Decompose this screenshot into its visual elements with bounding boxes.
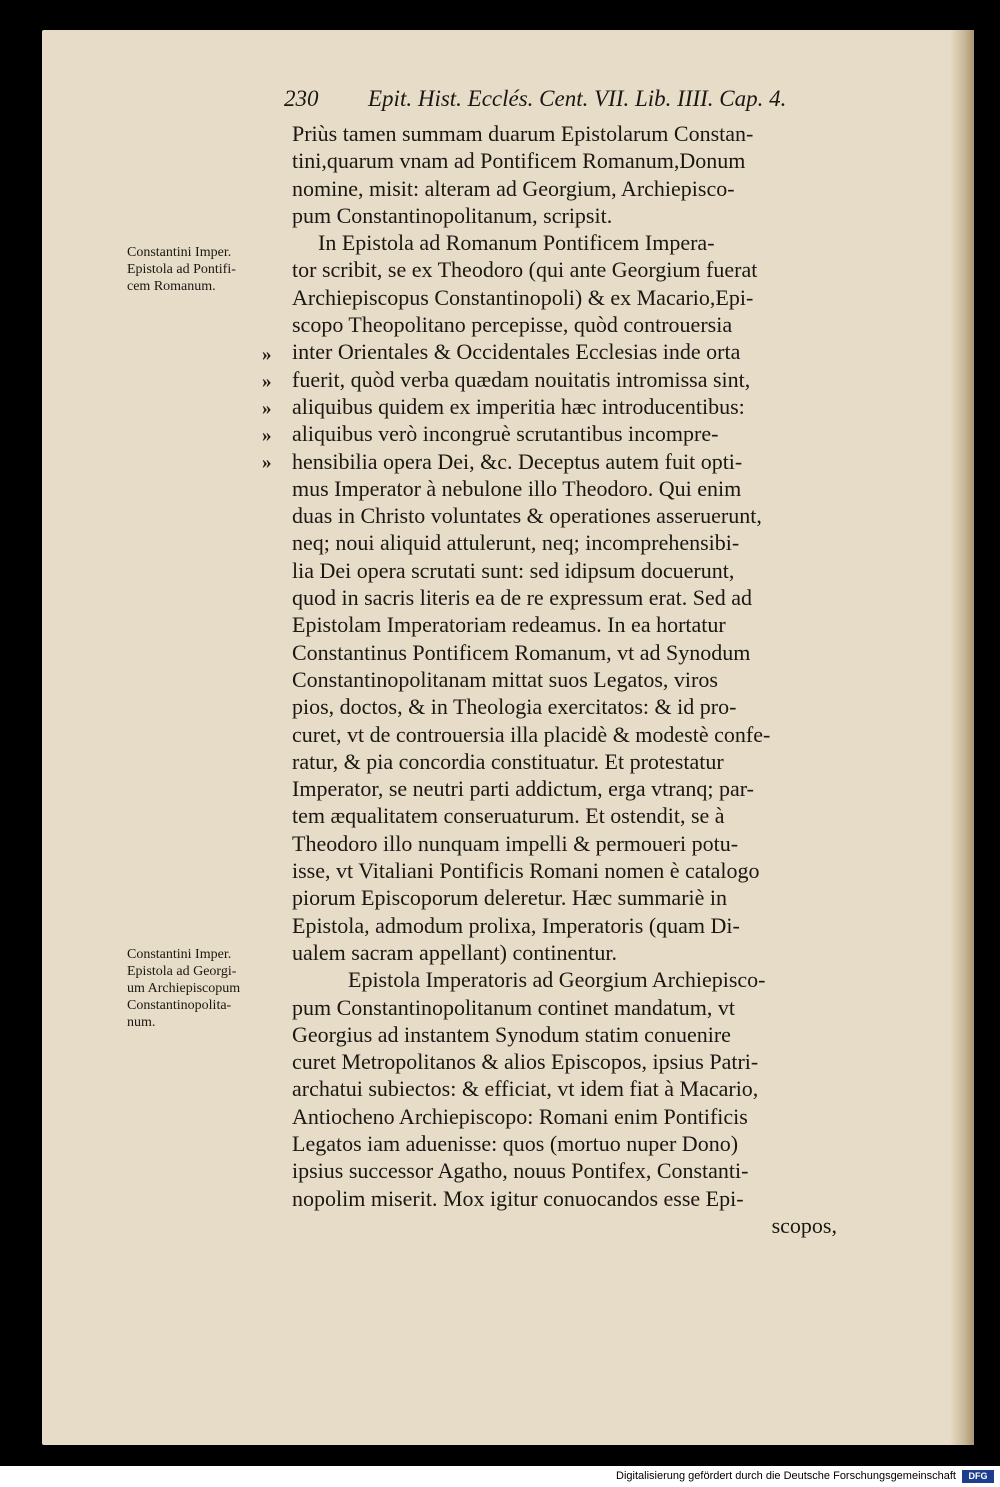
margin-note-line: Constantini Imper. [127, 245, 232, 260]
text-line: lia Dei opera scrutati sunt: sed idipsum docuerunt, [292, 557, 735, 583]
margin-note-line: num. [127, 1015, 156, 1030]
text-line: aliquibus verò incongruè scrutantibus incompre- [292, 421, 719, 447]
quotation-mark: » [262, 371, 272, 392]
running-header [284, 86, 824, 116]
quotation-mark: » [262, 398, 272, 419]
text-line: Georgius ad instantem Synodum statim conuenire [292, 1021, 731, 1047]
text-line: isse, vt Vitaliani Pontificis Romani nomen è catalogo [292, 858, 760, 884]
main-text [292, 120, 837, 1239]
text-line: neq; noui aliquid attulerunt, neq; incomprehensibi- [292, 530, 740, 556]
page-spine-shadow [950, 30, 974, 1445]
funding-credit: Digitalisierung gefördert durch die Deutsche Forschungsgemeinschaft [616, 1470, 956, 1482]
margin-note-line: Constantini Imper. [127, 947, 232, 962]
text-line: tor scribit, se ex Theodoro (qui ante Georgium fuerat [292, 257, 758, 283]
footer-bar [0, 1468, 1000, 1487]
margin-note-line: Epistola ad Pontifi- [127, 262, 236, 277]
text-line: fuerit, quòd verba quædam nouitatis intromissa sint, [292, 366, 751, 392]
text-line: pum Constantinopolitanum, scripsit. [292, 202, 613, 228]
text-line: tem æqualitatem conseruaturum. Et ostendit, se à [292, 803, 725, 829]
text-line: Priùs tamen summam duarum Epistolarum Constan- [292, 121, 754, 146]
text-line: nopolim miserit. Mox igitur conuocandos esse Epi- [292, 1185, 744, 1211]
text-line: Epistolam Imperatoriam redeamus. In ea hortatur [292, 612, 726, 638]
margin-note-line: Epistola ad Georgi- [127, 964, 237, 979]
text-line: quod in sacris literis ea de re expressum erat. Sed ad [292, 585, 753, 611]
text-line: curet Metropolitanos & alios Episcopos, ipsius Patri- [292, 1049, 759, 1075]
text-line: ratur, & pia concordia constituatur. Et protestatur [292, 748, 724, 774]
text-line: Epistola, admodum prolixa, Imperatoris (quam Di- [292, 912, 740, 938]
quotation-mark: » [262, 452, 272, 473]
running-title: Epit. Hist. Ecclés. Cent. VII. Lib. IIII. Cap. 4. [368, 86, 787, 111]
text-line: aliquibus quidem ex imperitia hæc introducentibus: [292, 393, 745, 419]
margin-note-line: cem Romanum. [127, 279, 216, 294]
text-line: archatui subiectos: & efficiat, vt idem fiat à Macario, [292, 1076, 759, 1102]
text-line: curet, vt de controuersia illa placidè & modestè confe- [292, 721, 771, 747]
margin-note-2 [127, 946, 287, 1031]
text-line: tini,quarum vnam ad Pontificem Romanum,Donum [292, 148, 746, 174]
text-line: scopo Theopolitano percepisse, quòd controuersia [292, 312, 733, 338]
text-line: hensibilia opera Dei, &c. Deceptus autem fuit opti- [292, 448, 743, 474]
text-line: Legatos iam aduenisse: quos (mortuo nuper Dono) [292, 1130, 739, 1156]
text-line: In Epistola ad Romanum Pontificem Impera- [318, 230, 715, 256]
text-line: pum Constantinopolitanum continet mandatum, vt [292, 994, 736, 1020]
text-line: ipsius successor Agatho, nouus Pontifex, Constanti- [292, 1158, 749, 1184]
margin-note-line: um Archiepiscopum [127, 981, 241, 996]
text-line: duas in Christo voluntates & operationes asseruerunt, [292, 503, 762, 529]
page-number: 230 [284, 86, 319, 111]
text-line: pios, doctos, & in Theologia exercitatos: & id pro- [292, 694, 737, 720]
text-line: piorum Episcoporum deleretur. Hæc summariè in [292, 885, 728, 911]
text-line: scopos, [771, 1212, 837, 1238]
margin-note-1 [127, 244, 287, 295]
text-line: Imperator, se neutri parti addictum, erga vtranq; par- [292, 776, 754, 802]
quotation-mark: » [262, 425, 272, 446]
dfg-logo: DFG [962, 1470, 994, 1483]
text-line: Constantinopolitanam mittat suos Legatos, viros [292, 666, 718, 692]
text-line: Epistola Imperatoris ad Georgium Archiepisco- [348, 967, 766, 993]
text-line: Constantinus Pontificem Romanum, vt ad Synodum [292, 639, 751, 665]
text-line: mus Imperator à nebulone illo Theodoro. Qui enim [292, 475, 742, 501]
text-line: Antiocheno Archiepiscopo: Romani enim Pontificis [292, 1103, 748, 1129]
quotation-mark: » [262, 344, 272, 365]
text-line: ualem sacram appellant) continentur. [292, 939, 617, 965]
text-line: Archiepiscopus Constantinopoli) & ex Macario,Epi- [292, 284, 754, 310]
text-line: inter Orientales & Occidentales Ecclesias inde orta [292, 339, 741, 365]
text-line: Theodoro illo nunquam impelli & permoueri potu- [292, 830, 739, 856]
text-line: nomine, misit: alteram ad Georgium, Archiepisco- [292, 175, 735, 201]
margin-note-line: Constantinopolita- [127, 998, 232, 1013]
